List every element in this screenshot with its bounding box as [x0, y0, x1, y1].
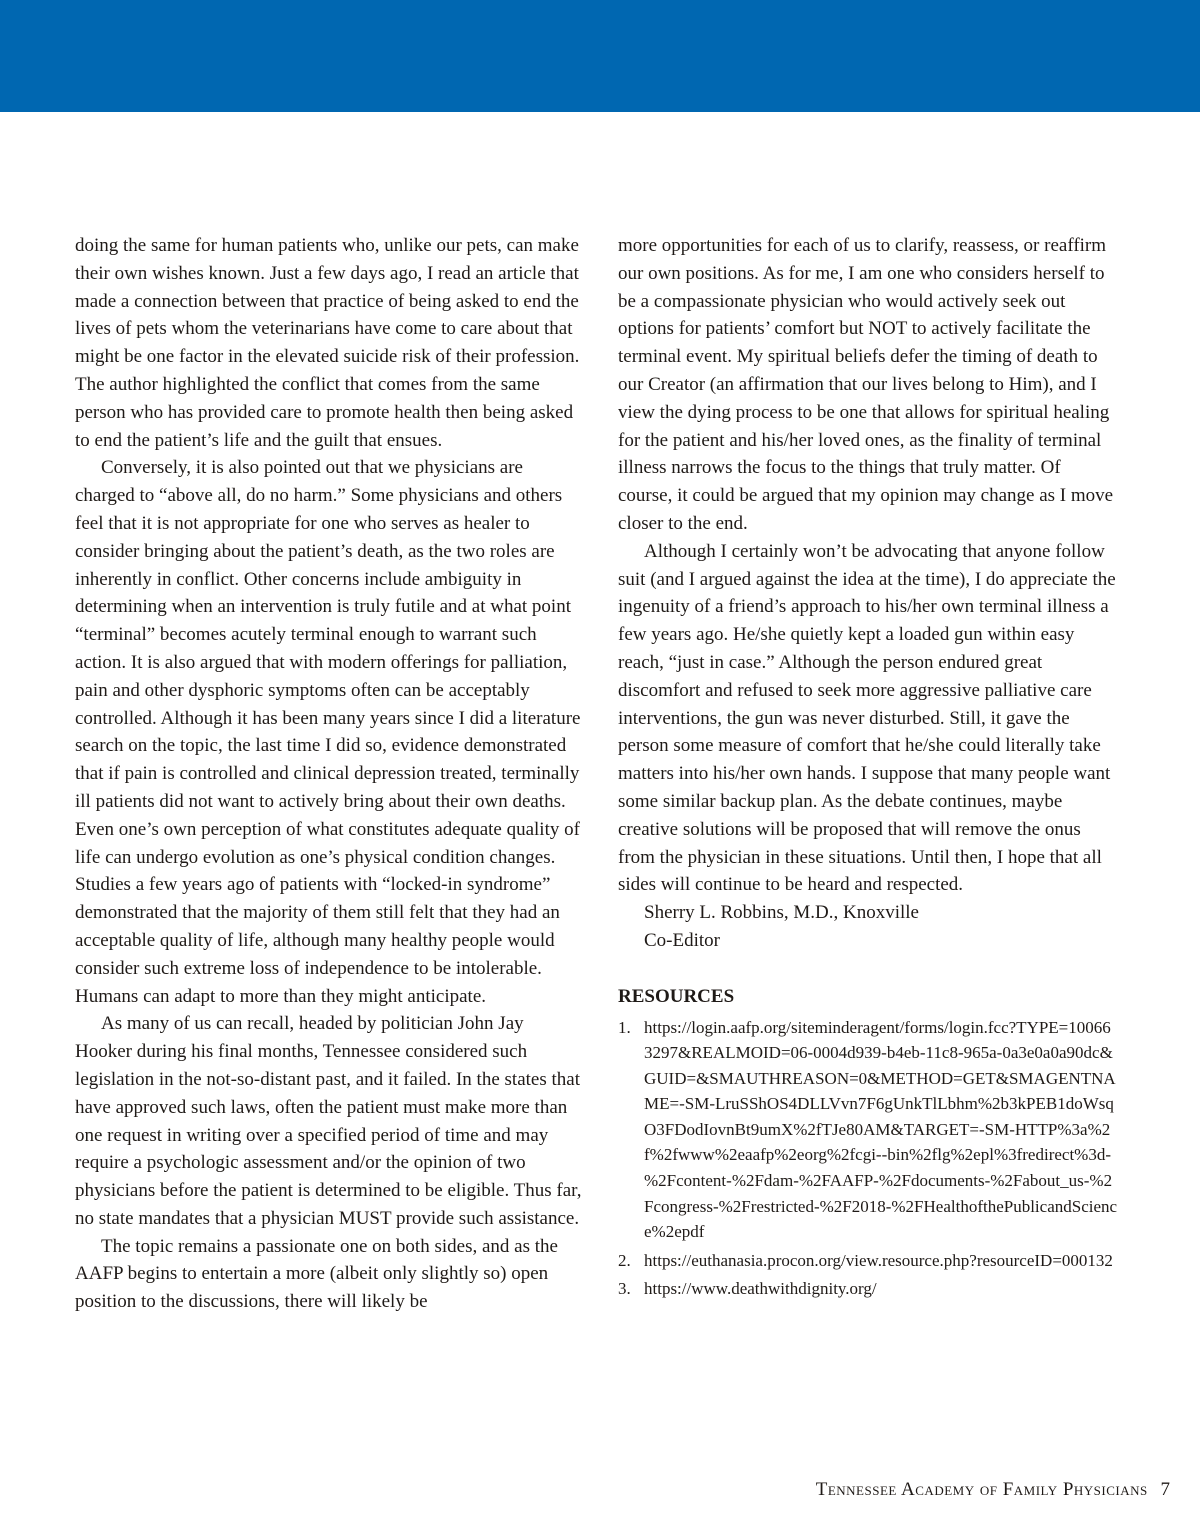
footer-publication: Tennessee Academy of Family Physicians	[815, 1479, 1148, 1500]
body-paragraph: The topic remains a passionate one on both sides, and as the AAFP begins to entertain a more (albeit only slightly so) open position to the discussions, there will likely be	[75, 1235, 558, 1313]
page-number: 7	[1160, 1479, 1170, 1500]
page-footer	[816, 1479, 1170, 1501]
resource-item	[618, 1248, 1118, 1274]
resources-heading: RESOURCES	[618, 985, 735, 1007]
resource-link[interactable]: https://www.deathwithdignity.org/	[644, 1279, 877, 1299]
resource-item	[618, 1276, 1118, 1302]
resource-item	[618, 1015, 1118, 1245]
body-paragraph: doing the same for human patients who, unlike our pets, can make their own wishes known. Just a few days ago, I read an article that made a connection between that practice of being asked to end the lives of pets whom the veterinarians have come to care about that might be one factor in the elevated suicide risk of their profession. The author highlighted the conflict that comes from the same person who has provided care to promote health then being asked to end the patient’s life and the guilt that ensues.	[75, 235, 580, 451]
resource-number: 1.	[618, 1017, 631, 1037]
right-column	[618, 232, 1118, 1305]
body-paragraph: more opportunities for each of us to clarify, reassess, or reaffirm our own positions. As for me, I am one who considers herself to be a compassionate physician who would actively seek out options for patients’ comfort but NOT to actively facilitate the terminal event. My spiritual beliefs defer the timing of death to our Creator (an affirmation that our lives belong to Him), and I view the dying process to be one that allows for spiritual healing for the patient and his/her loved ones, as the finality of terminal illness narrows the focus to the things that truly matter. Of course, it could be argued that my opinion may change as I move closer to the end.	[618, 235, 1114, 534]
resource-number: 3.	[618, 1279, 631, 1299]
author-name: Sherry L. Robbins, M.D., Knoxville	[644, 902, 919, 924]
resource-link[interactable]: https://euthanasia.procon.org/view.resource.php?resourceID=000132	[644, 1250, 1113, 1270]
header-color-band	[0, 0, 1200, 112]
resource-number: 2.	[618, 1250, 631, 1270]
body-paragraph: Although I certainly won’t be advocating that anyone follow suit (and I argued against the idea at the time), I do appreciate the ingenuity of a friend’s approach to his/her own terminal illness a few years ago. He/she quietly kept a loaded gun within easy reach, “just in case.” Although the person endured great discomfort and refused to seek more aggressive palliative care interventions, the gun was never disturbed. Still, it gave the person some measure of comfort that he/she could literally take matters into his/her own hands. I suppose that many people want some similar backup plan. As the debate continues, maybe creative solutions will be proposed that will remove the onus from the physician in these situations. Until then, I hope that all sides will continue to be heard and respected.	[618, 540, 1116, 896]
author-title: Co-Editor	[644, 929, 720, 951]
body-paragraph: As many of us can recall, headed by politician John Jay Hooker during his final months, Tennessee considered such legislation in the not-so-distant past, and it failed. In the states that have approved such laws, often the patient must make more than one request in writing over a specified period of time and may require a psychologic assessment and/or the opinion of two physicians before the patient is determined to be eligible. Thus far, no state mandates that a physician MUST provide such assistance.	[75, 1013, 582, 1229]
body-paragraph: Conversely, it is also pointed out that we physicians are charged to “above all, do no harm.” Some physicians and others feel that it is not appropriate for one who serves as healer to consider bringing about the patient’s death, as the two roles are inherently in conflict. Other concerns include ambiguity in determining when an intervention is truly futile and at what point “terminal” becomes acutely terminal enough to warrant such action. It is also argued that with modern offerings for palliation, pain and other dysphoric symptoms often can be acceptably controlled. Although it has been many years since I did a literature search on the topic, the last time I did so, evidence demonstrated that if pain is controlled and clinical depression treated, terminally ill patients did not want to actively bring about their own deaths. Even one’s own perception of what constitutes adequate quality of life can undergo evolution as one’s physical condition changes. Studies a few years ago of patients with “locked-in syndrome” demonstrated that the majority of them still felt that they had an acceptable quality of life, although many healthy people would consider such extreme loss of independence to be intolerable. Humans can adapt to more than they might anticipate.	[75, 457, 581, 1007]
left-column	[75, 232, 585, 1316]
resource-link[interactable]: https://login.aafp.org/siteminderagent/forms/login.fcc?TYPE=100663297&REALMOID=06-0004d939-b4eb-11c8-965a-0a3e0a0a90dc&GUID=&SMAUTHREASON=0&METHOD=GET&SMAGENTNAME=-SM-LruSShOS4DLLVvn7F6gUnkTlLbhm%2b3kPEB1doWsqO3FDodIovnBt9umX%2fTJe80AM&TARGET=-SM-HTTP%3a%2f%2fwww%2eaafp%2eorg%2fcgi--bin%2flg%2epl%3fredirect%3d-%2Fcontent-%2Fdam-%2FAAFP-%2Fdocuments-%2Fabout_us-%2Fcongress-%2Frestricted-%2F2018-%2FHealthofthePublicandScience%2epdf	[644, 1017, 1118, 1242]
resources-list	[618, 1015, 1118, 1303]
